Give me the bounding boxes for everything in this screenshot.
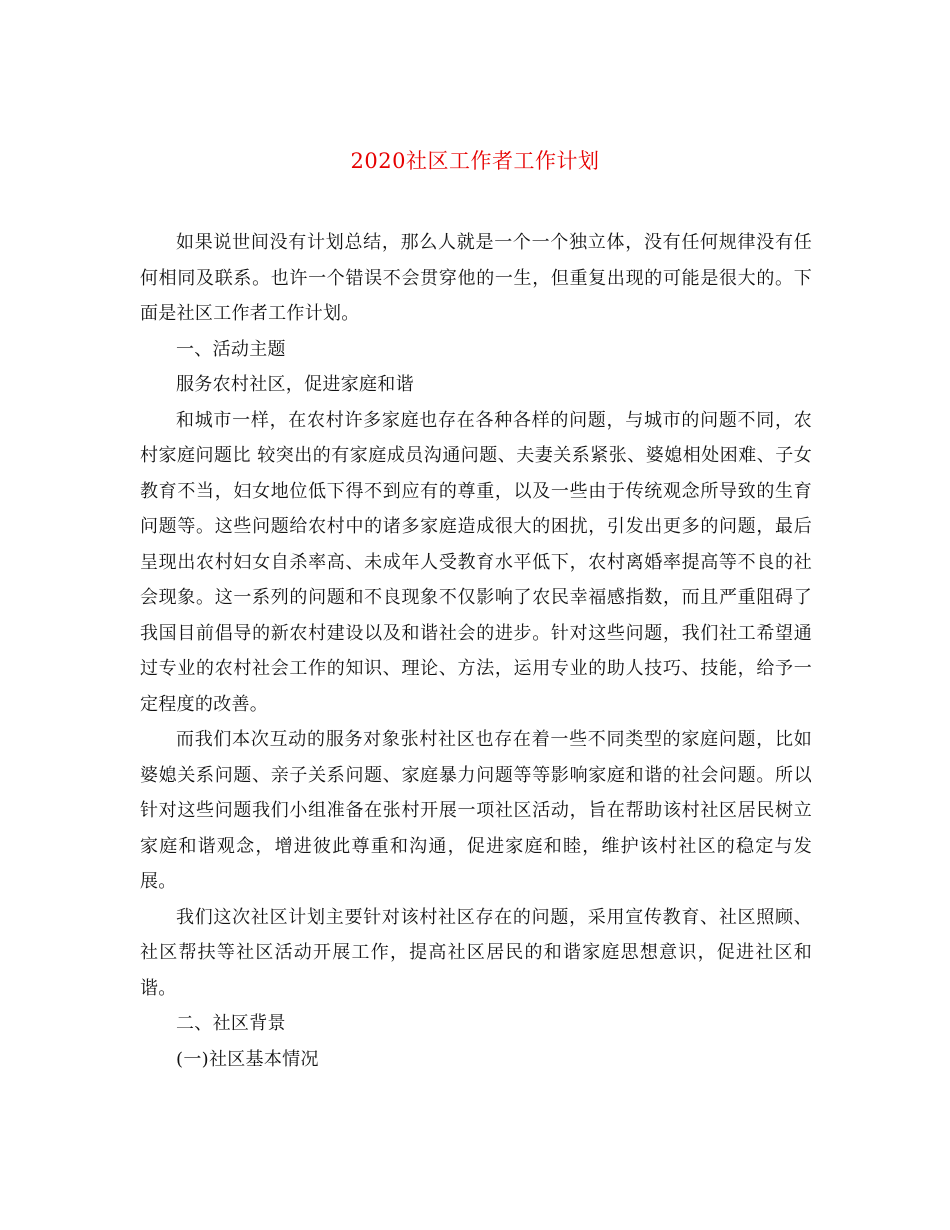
paragraph-rural-problems: 和城市一样，在农村许多家庭也存在各种各样的问题，与城市的问题不同，农村家庭问题比 较突出的有家庭成员沟通问题、夫妻关系紧张、婆媳相处困难、子女教育不当，妇女地位低下得不到应有的尊重，以及一些由于传统观念所导致的生育问题等。这些问题给农村中的诸多家庭造成很大的困扰，引发出更多的问题，最后呈现出农村妇女自杀率高、未成年人受教育水平低下，农村离婚率提高等不良的社会现象。这一系列的问题和不良现象不仅影响了农民幸福感指数，而且严重阻碍了我国目前倡导的新农村建设以及和谐社会的进步。针对这些问题，我们社工希望通过专业的农村社会工作的知识、理论、方法，运用专业的助人技巧、技能，给予一定程度的改善。 xyxy=(140,409,812,715)
heading-basic-situation: (一)社区基本情况 xyxy=(176,1048,319,1070)
heading-activity-theme: 一、活动主题 xyxy=(176,338,286,360)
paragraph-theme: 服务农村社区，促进家庭和谐 xyxy=(176,374,414,395)
document-body xyxy=(140,225,812,1077)
heading-community-background: 二、社区背景 xyxy=(176,1013,286,1034)
paragraph-zhangcun: 而我们本次互动的服务对象张村社区也存在着一些不同类型的家庭问题，比如婆媳关系问题、亲子关系问题、家庭暴力问题等等影响家庭和谐的社会问题。所以针对这些问题我们小组准备在张村开展一项社区活动，旨在帮助该村社区居民树立家庭和谐观念，增进彼此尊重和沟通，促进家庭和睦，维护该村社区的稳定与发展。 xyxy=(140,729,812,892)
paragraph-plan: 我们这次社区计划主要针对该村社区存在的问题，采用宣传教育、社区照顾、社区帮扶等社区活动开展工作，提高社区居民的和谐家庭思想意识，促进社区和谐。 xyxy=(140,906,812,999)
document-title: 2020社区工作者工作计划 xyxy=(350,149,600,173)
paragraph-intro: 如果说世间没有计划总结，那么人就是一个一个独立体，没有任何规律没有任何相同及联系。也许一个错误不会贯穿他的一生，但重复出现的可能是很大的。下面是社区工作者工作计划。 xyxy=(140,232,812,324)
